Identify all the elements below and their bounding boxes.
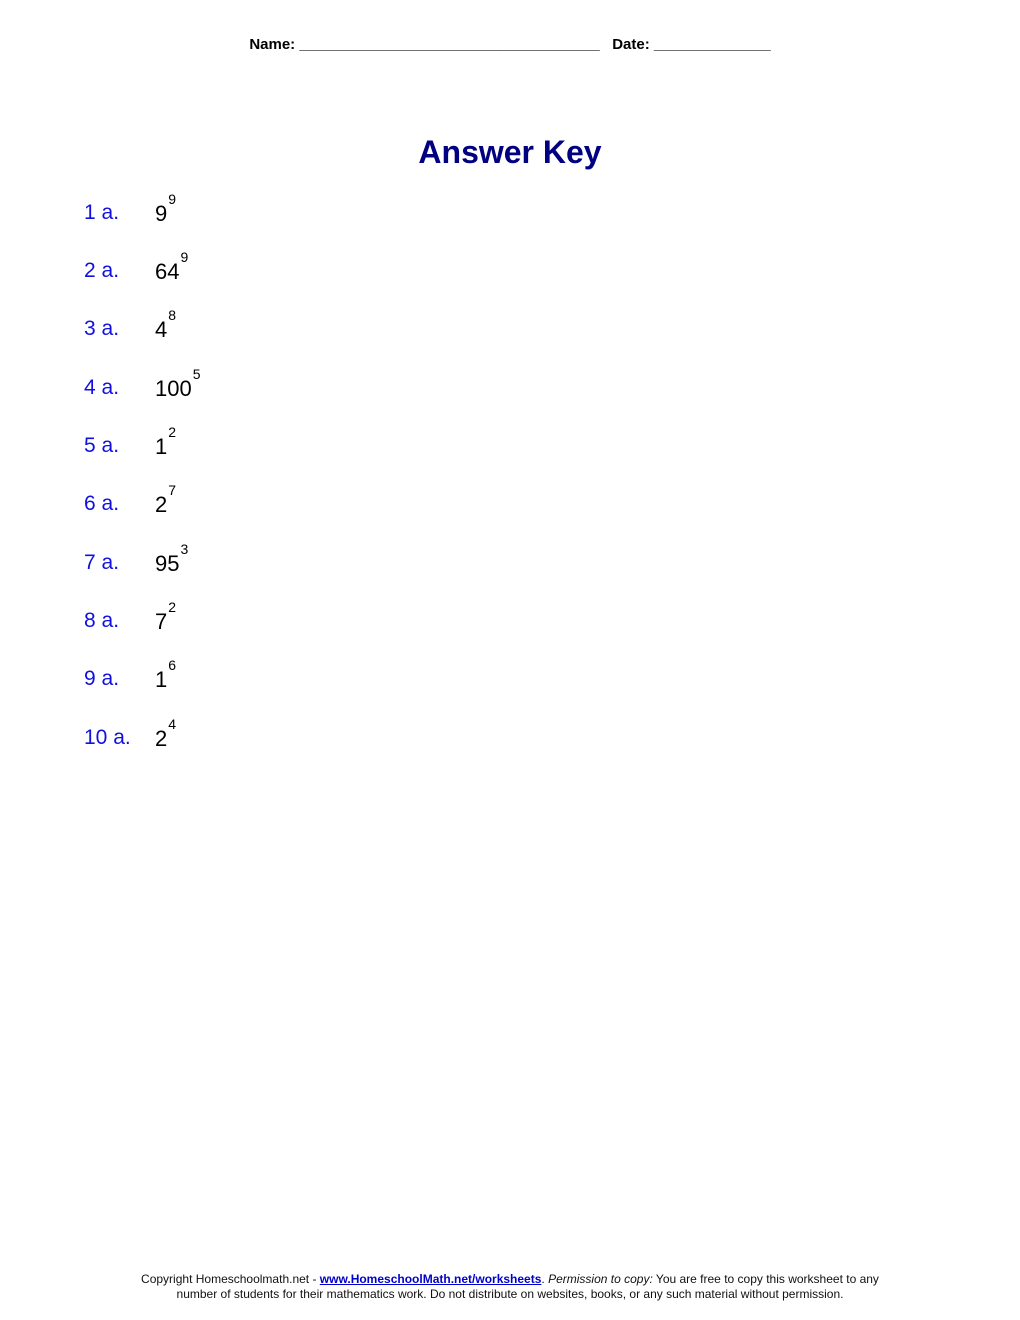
problem-number: 1 a. xyxy=(84,201,120,224)
copyright-text: Copyright Homeschoolmath.net - xyxy=(141,1272,320,1286)
problem-number: 9 a. xyxy=(84,667,120,690)
answer-base: 9 xyxy=(155,201,168,226)
page-title: Answer Key xyxy=(418,134,602,170)
worksheets-link[interactable]: www.HomeschoolMath.net/worksheets xyxy=(319,1272,542,1286)
answer-exponent: 6 xyxy=(168,657,177,673)
footer-line-2: number of students for their mathematics work. Do not distribute on websites, books, or any such material without permission. xyxy=(176,1287,844,1301)
answer-base: 4 xyxy=(155,317,168,342)
name-label: Name: xyxy=(249,36,296,53)
problem-number: 8 a. xyxy=(84,609,120,632)
answer-base: 2 xyxy=(155,492,168,517)
answer xyxy=(155,424,177,460)
problem-number: 3 a. xyxy=(84,317,120,340)
answer xyxy=(155,657,177,693)
answer-base: 1 xyxy=(155,434,168,459)
answer xyxy=(155,249,189,285)
answer xyxy=(155,307,177,343)
permission-text: You are free to copy this worksheet to any xyxy=(652,1272,879,1286)
answer xyxy=(155,599,177,635)
answer-base: 95 xyxy=(155,551,180,576)
answer-exponent: 9 xyxy=(180,249,189,265)
answer-exponent: 4 xyxy=(168,716,177,732)
footer-separator: . xyxy=(541,1272,549,1286)
answer-exponent: 2 xyxy=(168,424,177,440)
answer-base: 7 xyxy=(155,609,168,634)
answer xyxy=(155,716,177,752)
problem-number: 10 a. xyxy=(84,726,131,749)
problem-number: 4 a. xyxy=(84,376,120,399)
answer xyxy=(155,366,201,402)
footer-line-1 xyxy=(0,1272,1020,1287)
problem-number: 6 a. xyxy=(84,492,120,515)
answer-base: 100 xyxy=(155,376,192,401)
answer xyxy=(155,541,189,577)
answer-exponent: 8 xyxy=(168,307,177,323)
name-date-header xyxy=(0,36,1020,53)
copyright-footer xyxy=(0,1272,1020,1302)
date-label: Date: xyxy=(612,36,650,53)
answer-exponent: 5 xyxy=(192,366,201,382)
answer-base: 2 xyxy=(155,726,168,751)
answer-exponent: 3 xyxy=(180,541,189,557)
problem-number: 5 a. xyxy=(84,434,120,457)
answer xyxy=(155,191,177,227)
answer-exponent: 7 xyxy=(168,482,177,498)
permission-label: Permission to copy: xyxy=(548,1272,653,1286)
date-blank: ______________ xyxy=(653,36,771,53)
answer-exponent: 9 xyxy=(168,191,177,207)
problem-number: 2 a. xyxy=(84,259,120,282)
answer xyxy=(155,482,177,518)
name-blank: ____________________________________ xyxy=(299,36,600,53)
answer-exponent: 2 xyxy=(168,599,177,615)
answer-base: 1 xyxy=(155,667,168,692)
problem-number: 7 a. xyxy=(84,551,120,574)
answer-base: 64 xyxy=(155,259,180,284)
